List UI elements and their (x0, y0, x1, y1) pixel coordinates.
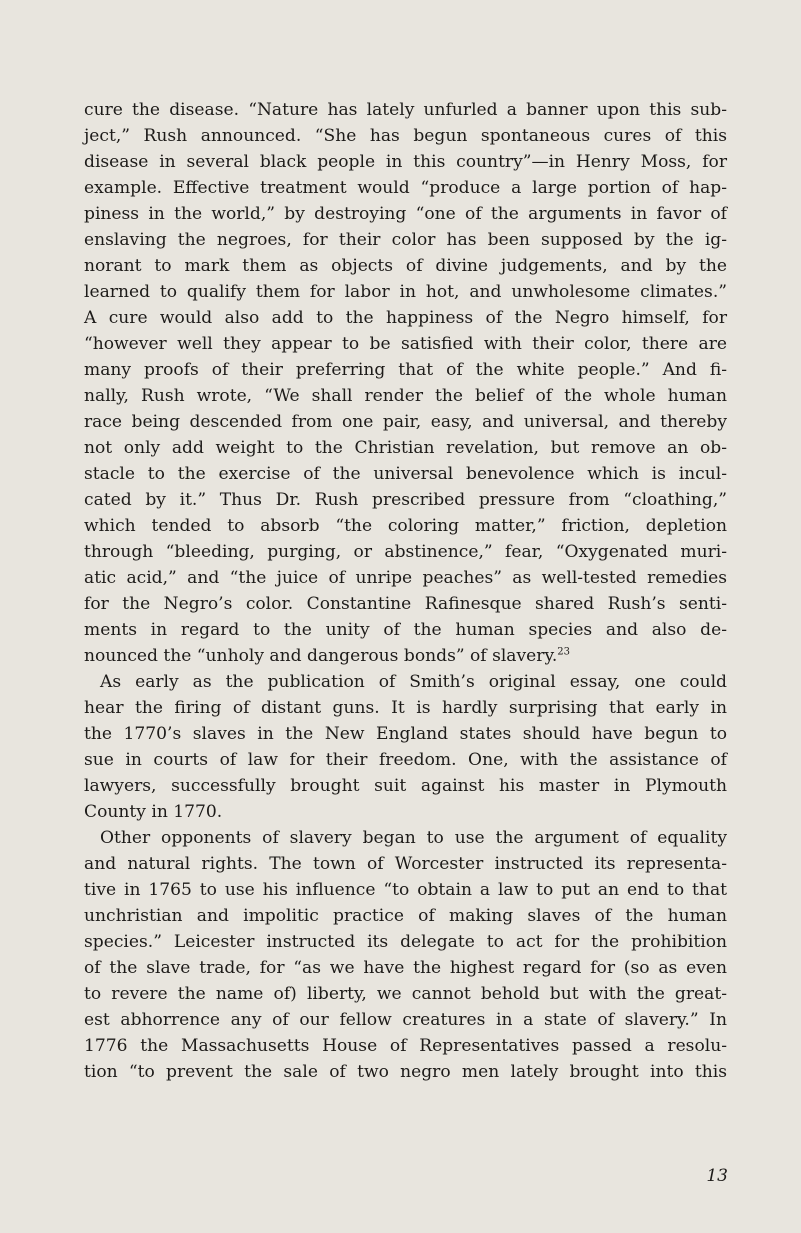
text-line: hear the firing of distant guns. It is hardly surprising that early in (84, 698, 727, 718)
text-line: learned to qualify them for labor in hot, and unwholesome climates.” (84, 282, 727, 302)
text-line: unchristian and impolitic practice of making slaves of the human (84, 906, 727, 926)
text-line: cure the disease. “Nature has lately unfurled a banner upon this sub- (84, 100, 727, 120)
text-line: piness in the world,” by destroying “one of the arguments in favor of (84, 204, 727, 224)
text-line: norant to mark them as objects of divine judgements, and by the (84, 256, 727, 276)
text-line: sue in courts of law for their freedom. One, with the assistance of (84, 750, 727, 770)
text-line: enslaving the negroes, for their color has been supposed by the ig- (84, 230, 727, 250)
text-line: tion “to prevent the sale of two negro men lately brought into this (84, 1062, 727, 1082)
page-number: 13 (706, 1166, 728, 1186)
text-line: est abhorrence any of our fellow creatures in a state of slavery.” In (84, 1010, 727, 1030)
text-line: “however well they appear to be satisfied with their color, there are (84, 334, 727, 354)
text-line: County in 1770. (84, 802, 223, 822)
text-line: to revere the name of) liberty, we cannot behold but with the great- (84, 984, 727, 1004)
text-line: the 1770’s slaves in the New England states should have begun to (84, 724, 727, 744)
text-line: stacle to the exercise of the universal benevolence which is incul- (84, 464, 727, 484)
text-line: cated by it.” Thus Dr. Rush prescribed pressure from “cloathing,” (84, 490, 727, 510)
text-line: nally, Rush wrote, “We shall render the belief of the whole human (84, 386, 727, 406)
text-line: Other opponents of slavery began to use the argument of equality (100, 828, 727, 848)
text-line: As early as the publication of Smith’s original essay, one could (100, 672, 727, 692)
footnote-marker: 23 (557, 646, 570, 658)
text-line: not only add weight to the Christian revelation, but remove an ob- (84, 438, 727, 458)
text-line: many proofs of their preferring that of the white people.” And fi- (84, 360, 727, 380)
text-line: which tended to absorb “the coloring matter,” friction, depletion (84, 516, 727, 536)
text-line: ments in regard to the unity of the human species and also de- (84, 620, 727, 640)
text-line: lawyers, successfully brought suit against his master in Plymouth (84, 776, 727, 796)
text-line: 1776 the Massachusetts House of Representatives passed a resolu- (84, 1036, 727, 1056)
text-line: disease in several black people in this country”—in Henry Moss, for (84, 152, 727, 172)
text-line: for the Negro’s color. Constantine Rafinesque shared Rush’s senti- (84, 594, 727, 614)
body-text (84, 97, 727, 1085)
text-line: ject,” Rush announced. “She has begun spontaneous cures of this (84, 126, 727, 146)
text-line: race being descended from one pair, easy, and universal, and thereby (84, 412, 727, 432)
text-line: through “bleeding, purging, or abstinence,” fear, “Oxygenated muri- (84, 542, 727, 562)
text-line: example. Effective treatment would “produce a large portion of hap- (84, 178, 727, 198)
text-line: atic acid,” and “the juice of unripe peaches” as well-tested remedies (84, 568, 727, 588)
text-line: and natural rights. The town of Worcester instructed its representa- (84, 854, 727, 874)
paragraph-end-line (84, 643, 727, 669)
text-line: of the slave trade, for “as we have the highest regard for (so as even (84, 958, 727, 978)
text-line: nounced the “unholy and dangerous bonds” of slavery. (84, 646, 558, 666)
text-line: tive in 1765 to use his influence “to obtain a law to put an end to that (84, 880, 727, 900)
text-line: A cure would also add to the happiness of the Negro himself, for (84, 308, 727, 328)
text-line: species.” Leicester instructed its delegate to act for the prohibition (84, 932, 727, 952)
